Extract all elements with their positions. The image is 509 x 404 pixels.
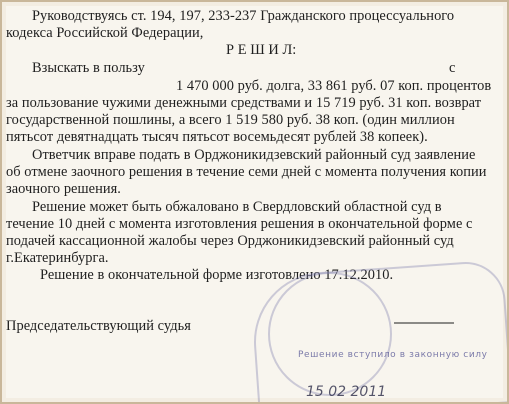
final-form-date-line: Решение в окончательной форме изготовлено 17.12.2010. <box>40 267 394 283</box>
decision-heading: Р Е Ш И Л: <box>226 42 297 58</box>
text-fragment-s: с <box>449 60 456 76</box>
text-line-2: кодекса Российской Федерации, <box>6 25 204 41</box>
judge-signature-line <box>394 322 454 324</box>
stamp-text: Решение вступило в законную силу <box>298 350 488 360</box>
text-line-14: подачей кассационной жалобы через Орджоникидзевский районный суд <box>6 233 454 249</box>
text-line-8: пятьсот девятнадцать тысяч пятьсот восемьдесят рублей 38 копеек). <box>6 129 428 145</box>
text-line-15: г.Екатеринбурга. <box>6 250 109 266</box>
text-line-11: заочного решения. <box>6 181 121 197</box>
text-line-13: течение 10 дней с момента изготовления решения в окончательной форме с <box>6 216 473 232</box>
text-line-amount: 1 470 000 руб. долга, 33 861 руб. 07 коп. процентов <box>176 78 492 94</box>
text-line-6: за пользование чужими денежными средствами и 15 719 руб. 31 коп. возврат <box>6 95 482 111</box>
stamp-date: 15 02 2011 <box>306 384 387 400</box>
presiding-judge-label: Председательствующий судья <box>6 318 191 334</box>
court-decision-page <box>6 6 503 398</box>
text-line-12: Решение может быть обжаловано в Свердловский областной суд в <box>32 199 442 215</box>
text-line-10: об отмене заочного решения в течение семи дней с момента получения копии <box>6 164 487 180</box>
stamp-seal <box>268 272 392 396</box>
text-line-1: Руководствуясь ст. 194, 197, 233-237 Гражданского процессуального <box>32 8 455 24</box>
text-line-9: Ответчик вправе подать в Орджоникидзевский районный суд заявление <box>32 147 476 163</box>
text-line-vzyskat: Взыскать в пользу <box>32 60 145 76</box>
text-line-7: государственной пошлины, а всего 1 519 580 руб. 38 коп. (один миллион <box>6 112 455 128</box>
